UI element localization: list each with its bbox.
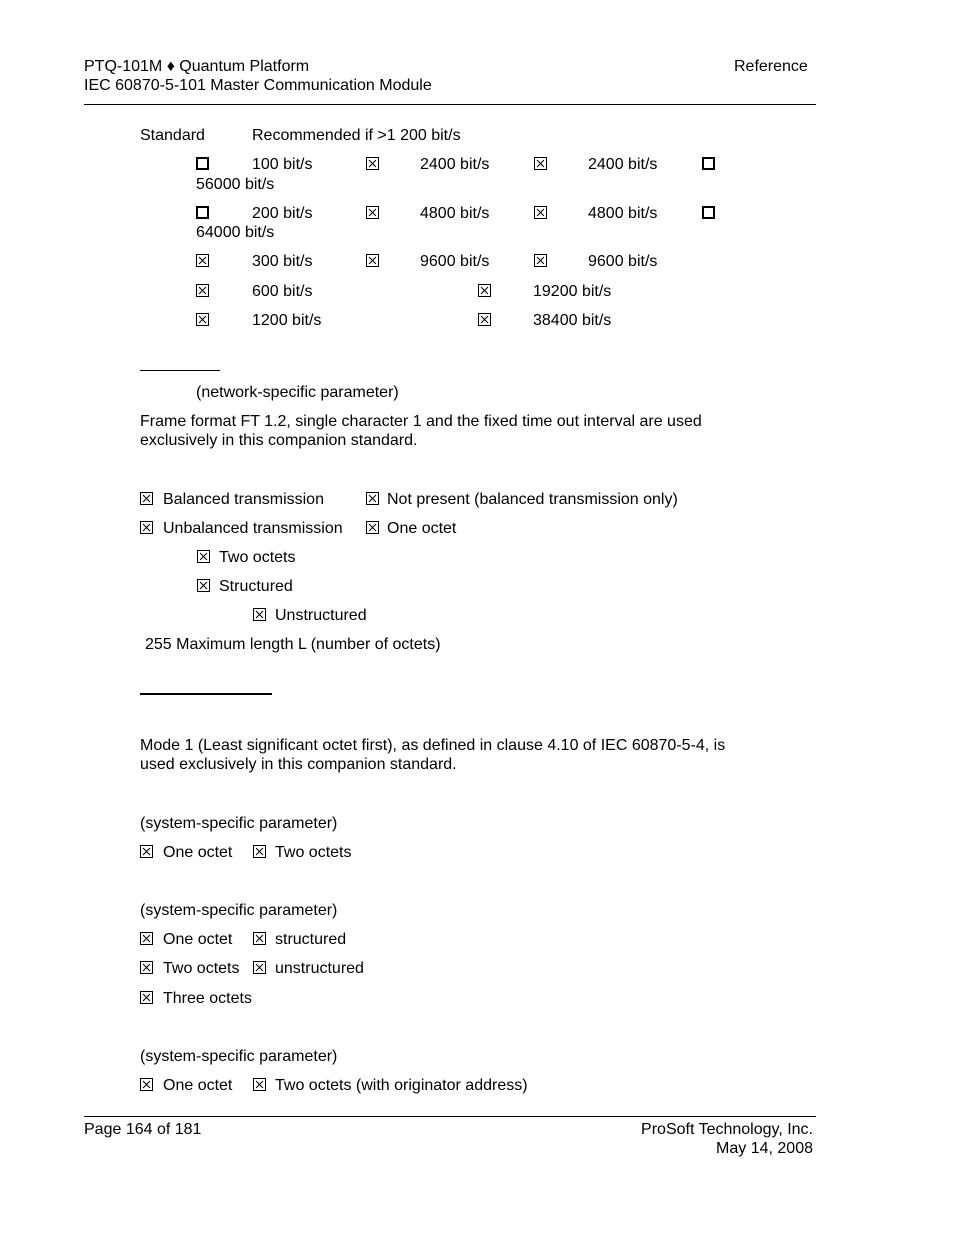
checkbox-checked-icon [253,606,271,625]
option-label: Not present (balanced transmission only) [387,491,678,508]
checkbox-empty-icon [196,204,214,223]
checkbox-checked-icon [140,989,158,1008]
system-parameter-note: (system-specific parameter) [140,902,338,919]
checkbox-checked-icon [253,1076,271,1095]
rate-label: 4800 bit/s [588,205,658,222]
checkbox-checked-icon [478,311,496,330]
system-parameter-note: (system-specific parameter) [140,1048,338,1065]
option-label: Unbalanced transmission [163,520,343,537]
checkbox-checked-icon [140,843,158,862]
option-label: Structured [219,578,293,595]
header-rule [84,104,816,105]
footer-date: May 14, 2008 [716,1140,813,1157]
rate-label: 9600 bit/s [588,253,658,270]
checkbox-checked-icon [366,490,384,509]
option-label: unstructured [275,960,364,977]
network-parameter-note: (network-specific parameter) [196,384,399,401]
checkbox-checked-icon [197,577,215,596]
checkbox-checked-icon [253,959,271,978]
option-label: Two octets [275,844,352,861]
checkbox-checked-icon [140,519,158,538]
checkbox-checked-icon [366,519,384,538]
section-underline [140,693,272,695]
checkbox-checked-icon [366,155,384,174]
checkbox-checked-icon [534,155,552,174]
header-module-title: IEC 60870-5-101 Master Communication Module [84,77,432,94]
option-label: structured [275,931,347,948]
option-label: Unstructured [275,607,367,624]
checkbox-checked-icon [196,282,214,301]
rate-label: 64000 bit/s [196,224,275,241]
option-label: Two octets [219,549,296,566]
rate-label: 9600 bit/s [420,253,490,270]
header-section: Reference [734,58,808,75]
section-underline [140,370,220,371]
footer-company: ProSoft Technology, Inc. [641,1121,813,1138]
checkbox-empty-icon [702,155,720,174]
standard-label: Standard [140,127,205,144]
header-product-line: PTQ-101M ♦ Quantum Platform [84,58,310,75]
rate-label: 600 bit/s [252,283,313,300]
rate-label: 300 bit/s [252,253,313,270]
rate-label: 2400 bit/s [588,156,658,173]
option-label: One octet [163,1077,233,1094]
rate-label: 1200 bit/s [252,312,322,329]
mode-text: Mode 1 (Least significant octet first), as defined in clause 4.10 of IEC 60870-5-4, is used exclusively in this companion standard. [140,737,726,773]
checkbox-checked-icon [534,204,552,223]
footer-rule [84,1116,816,1117]
option-label: Balanced transmission [163,491,324,508]
recommended-label: Recommended if >1 200 bit/s [252,127,461,144]
option-label: One octet [163,931,233,948]
checkbox-checked-icon [196,311,214,330]
option-label: Three octets [163,990,252,1007]
frame-format-text: Frame format FT 1.2, single character 1 and the fixed time out interval are used exclusively in this companion standard. [140,413,702,449]
max-length-text: 255 Maximum length L (number of octets) [145,636,441,653]
option-label: One octet [163,844,233,861]
checkbox-checked-icon [196,252,214,271]
rate-label: 56000 bit/s [196,176,275,193]
rate-label: 4800 bit/s [420,205,490,222]
checkbox-checked-icon [253,930,271,949]
checkbox-checked-icon [140,490,158,509]
checkbox-checked-icon [140,959,158,978]
checkbox-checked-icon [366,204,384,223]
rate-label: 38400 bit/s [533,312,612,329]
page-number: Page 164 of 181 [84,1121,202,1138]
option-label: One octet [387,520,457,537]
checkbox-checked-icon [478,282,496,301]
checkbox-checked-icon [366,252,384,271]
checkbox-checked-icon [534,252,552,271]
checkbox-checked-icon [140,930,158,949]
checkbox-checked-icon [197,548,215,567]
checkbox-checked-icon [140,1076,158,1095]
rate-label: 2400 bit/s [420,156,490,173]
rate-label: 19200 bit/s [533,283,612,300]
option-label: Two octets [163,960,240,977]
checkbox-empty-icon [196,155,214,174]
system-parameter-note: (system-specific parameter) [140,815,338,832]
rate-label: 200 bit/s [252,205,313,222]
rate-label: 100 bit/s [252,156,313,173]
checkbox-empty-icon [702,204,720,223]
checkbox-checked-icon [253,843,271,862]
option-label: Two octets (with originator address) [275,1077,528,1094]
